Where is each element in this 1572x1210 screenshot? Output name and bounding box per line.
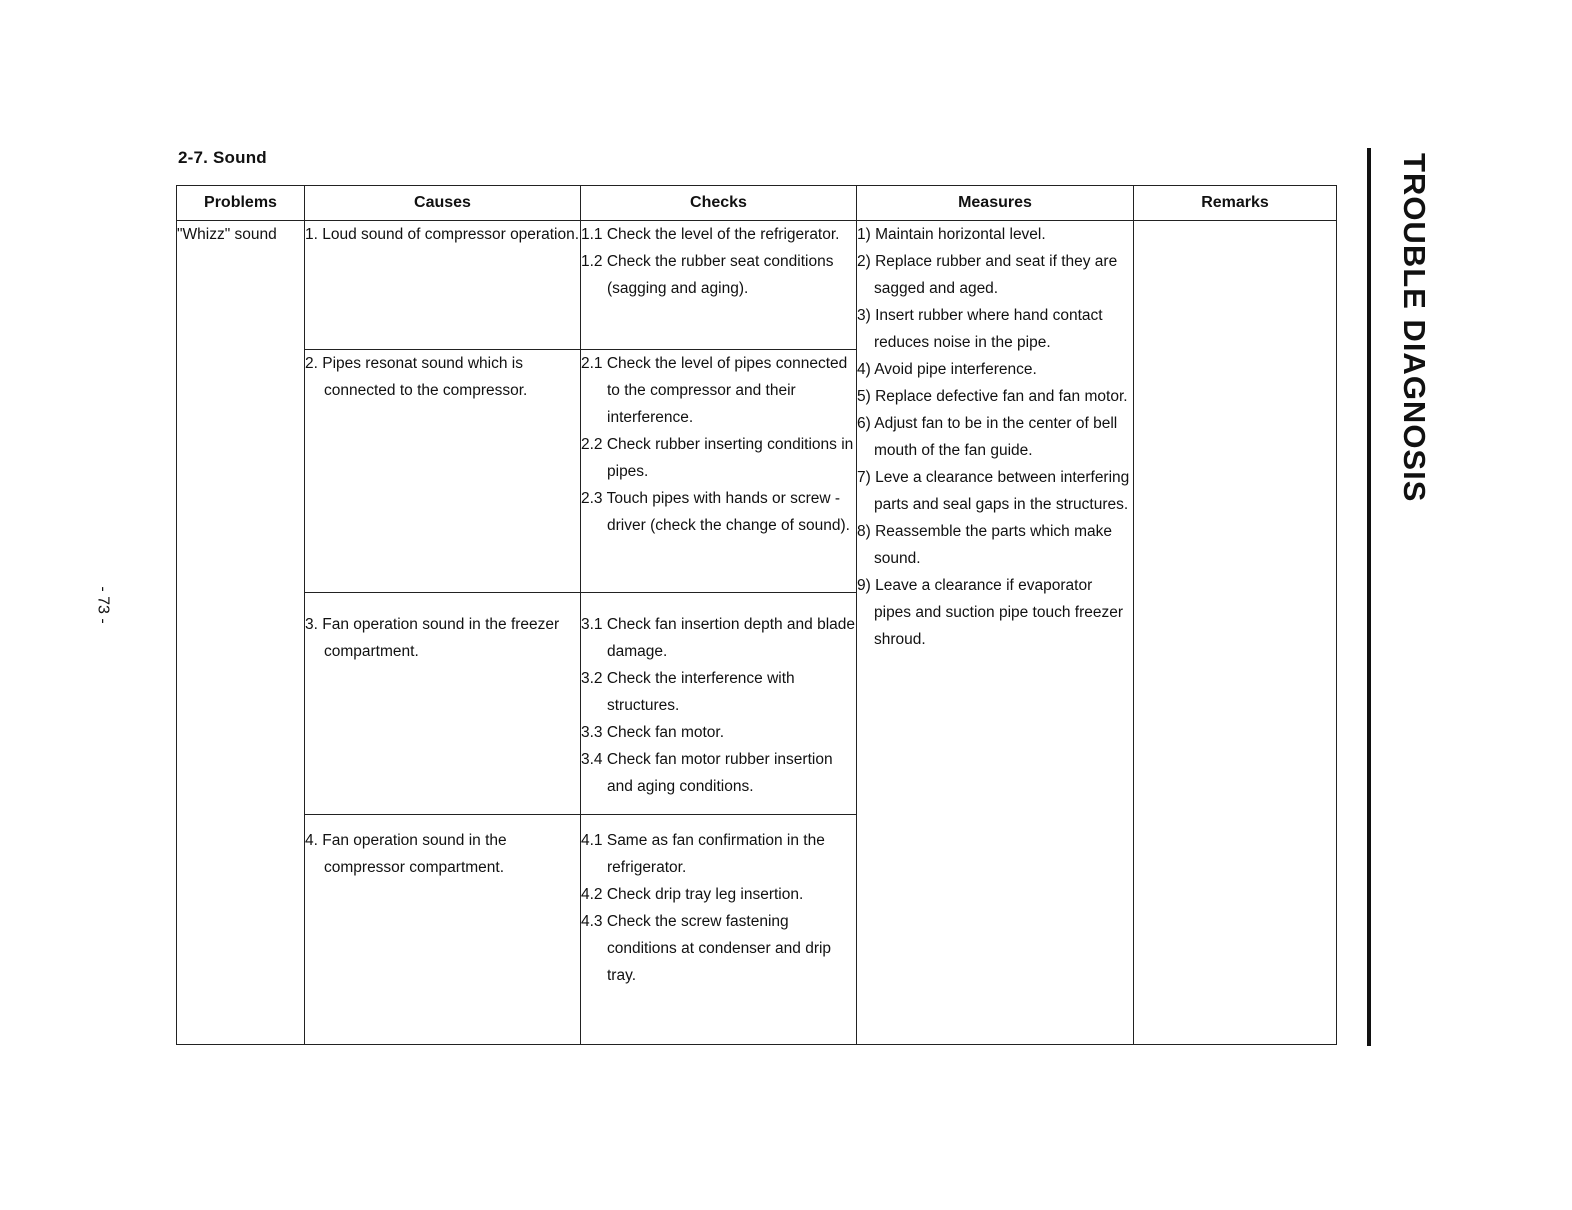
cause-cell [305,350,581,593]
cause-text: 1. Loud sound of compressor operation. [305,226,580,244]
measure-item: 2) Replace rubber and seat if they are sagged and aged. [857,253,1118,298]
cause-text: 2. Pipes resonat sound which is connected to the compressor. [305,355,528,400]
check-item: 2.3 Touch pipes with hands or screw -driver (check the change of sound). [581,490,850,535]
cause-cell [305,814,581,1044]
page-number: - 73 - [94,586,112,624]
measure-item: 9) Leave a clearance if evaporator pipes and suction pipe touch freezer shroud. [857,577,1124,649]
check-item: 1.1 Check the level of the refrigerator. [581,226,840,244]
check-item: 3.2 Check the interference with structures. [581,670,795,715]
header-measures: Measures [857,186,1134,221]
side-divider-bar [1367,148,1371,1046]
measure-item: 3) Insert rubber where hand contact reduces noise in the pipe. [857,307,1103,352]
measure-item: 1) Maintain horizontal level. [857,226,1046,244]
check-item: 3.4 Check fan motor rubber insertion and aging conditions. [581,751,833,796]
check-item: 2.1 Check the level of pipes connected to the compressor and their interference. [581,355,848,427]
remarks-cell [1134,221,1337,1045]
problem-cell [177,221,305,1045]
header-problems: Problems [177,186,305,221]
section-title: 2-7. Sound [178,148,267,167]
header-remarks: Remarks [1134,186,1337,221]
checks-cell [581,593,857,814]
header-causes: Causes [305,186,581,221]
cause-text: 3. Fan operation sound in the freezer compartment. [305,616,560,661]
table-row [177,221,1337,350]
measures-cell [857,221,1134,1045]
table-header-row [177,186,1337,221]
check-item: 4.1 Same as fan confirmation in the refrigerator. [581,831,825,876]
measure-item: 6) Adjust fan to be in the center of bell mouth of the fan guide. [857,415,1118,460]
checks-cell [581,350,857,593]
check-item: 3.3 Check fan motor. [581,724,725,742]
measure-item: 5) Replace defective fan and fan motor. [857,388,1128,406]
measure-item: 8) Reassemble the parts which make sound. [857,523,1113,568]
cause-cell [305,221,581,350]
side-chapter-title: TROUBLE DIAGNOSIS [1397,153,1432,503]
measure-item: 4) Avoid pipe interference. [857,361,1037,379]
header-checks: Checks [581,186,857,221]
checks-cell [581,221,857,350]
check-item: 1.2 Check the rubber seat conditions (sagging and aging). [581,253,834,298]
sound-trouble-table [176,185,1337,1045]
problem-text: "Whizz" sound [177,226,277,244]
check-item: 3.1 Check fan insertion depth and blade damage. [581,616,856,661]
cause-text: 4. Fan operation sound in the compressor compartment. [305,831,507,876]
check-item: 4.3 Check the screw fastening conditions at condenser and drip tray. [581,912,832,984]
check-item: 2.2 Check rubber inserting conditions in pipes. [581,436,854,481]
checks-cell [581,814,857,1044]
measure-item: 7) Leve a clearance between interfering parts and seal gaps in the structures. [857,469,1130,514]
cause-cell [305,593,581,814]
check-item: 4.2 Check drip tray leg insertion. [581,885,804,903]
